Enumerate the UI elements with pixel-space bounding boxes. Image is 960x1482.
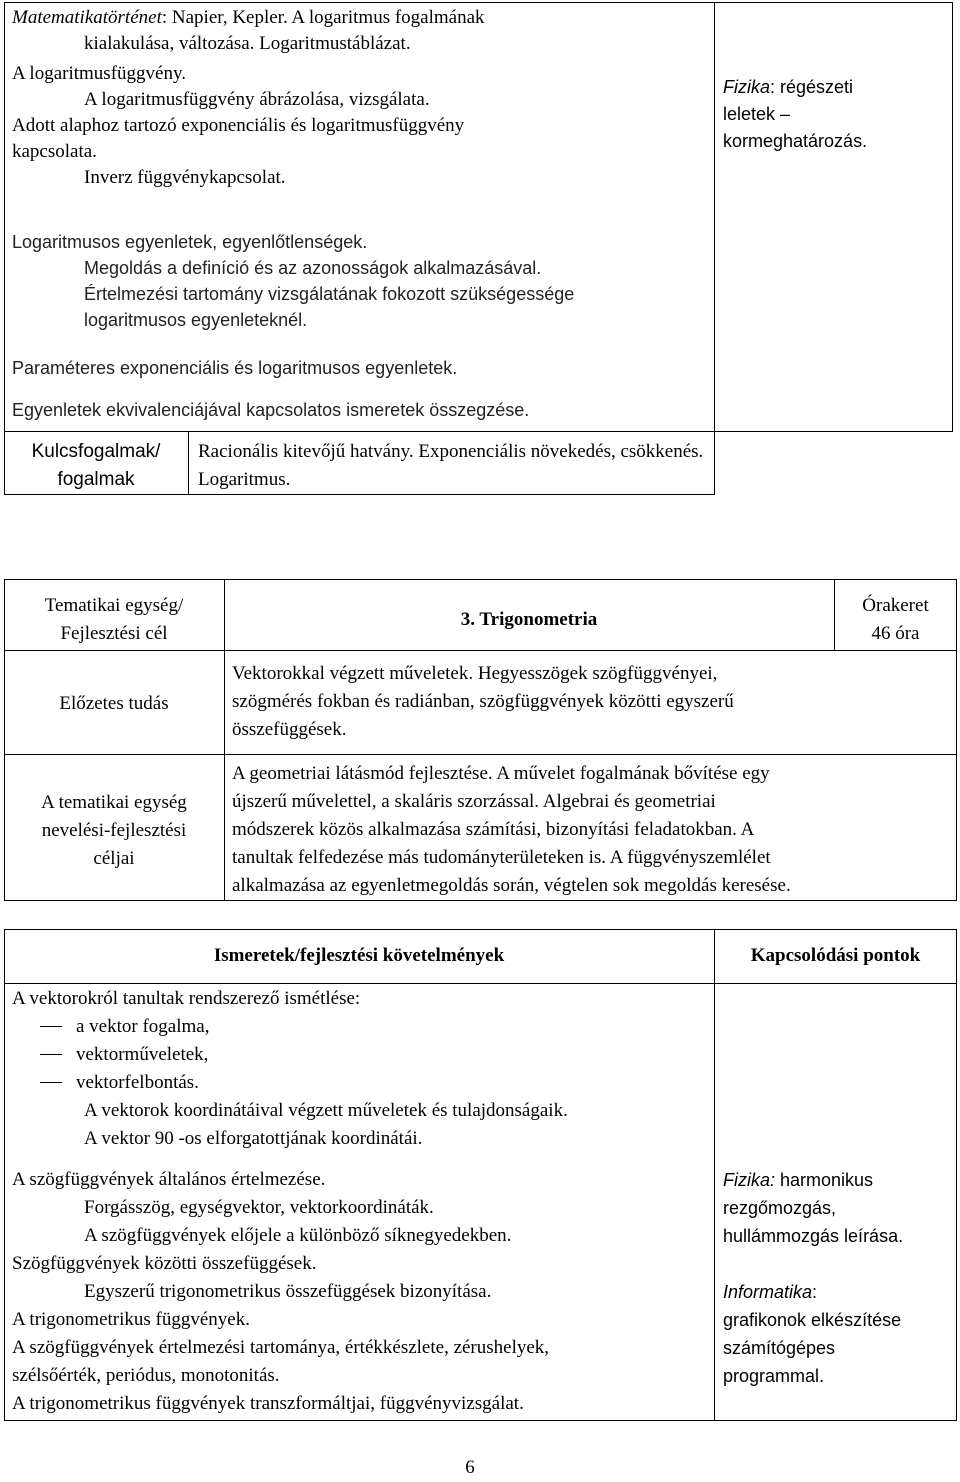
t3-info-label: Informatika <box>723 1282 813 1302</box>
t3-block2-line: Szögfüggvények közötti összefüggések. <box>12 1253 317 1274</box>
t1-key-label <box>4 438 188 494</box>
t1-text-part: Egyenletek ekvivalenciájával kapcsolatos ismeretek összegzése. <box>12 400 530 420</box>
t1-left-line <box>84 306 307 334</box>
t3-block2-line: szélsőérték, periódus, monotonitás. <box>12 1365 280 1386</box>
t1-left-line <box>84 164 286 192</box>
table-1-key-separator <box>4 431 953 432</box>
t1-key-label-2: fogalmak <box>57 469 135 490</box>
t3-fizika-line <box>723 1166 903 1194</box>
t2-unit-label <box>4 592 224 648</box>
dash-bullet <box>40 1082 62 1083</box>
t3-right-fizika <box>723 1166 903 1250</box>
t2-hours <box>834 592 957 648</box>
t2-hours-label: Órakeret <box>862 595 929 616</box>
t2-unit-title: 3. Trigonometria <box>460 609 598 630</box>
t3-block2-line: A szögfüggvények értelmezési tartománya, értékkészlete, zérushelyek, <box>12 1337 550 1358</box>
t2-goals-label-1: nevelési-fejlesztési <box>41 820 187 841</box>
t1-left-line <box>12 138 97 166</box>
t2-prior-line-1: szögmérés fokban és radiánban, szögfüggvények közötti egyszerű <box>232 691 734 712</box>
page-number: 6 <box>465 1457 475 1478</box>
t2-goals-line-0: A geometriai látásmód fejlesztése. A művelet fogalmának bővítése egy <box>232 763 770 784</box>
t2-goals-line-2: módszerek közös alkalmazása számítási, bizonyítási feladatokban. A <box>232 819 755 840</box>
t2-unit-label-1: Tematikai egység/ <box>44 595 184 616</box>
t1-right-line-1: leletek – <box>723 104 791 124</box>
t1-text-part: Megoldás a definíció és az azonosságok alkalmazásával. <box>84 258 542 278</box>
t2-goals-label-2: céljai <box>93 848 135 869</box>
t1-right-line-2: kormeghatározás. <box>723 131 868 151</box>
table-1-key-divider <box>188 431 189 495</box>
t1-left-line <box>12 354 457 382</box>
t1-text-part: Logaritmusos egyenletek, egyenlőtlenségek. <box>12 232 368 252</box>
t3-fizika-label: Fizika: <box>723 1170 776 1190</box>
t3-fizika-line-2: hullámmozgás leírása. <box>723 1226 904 1246</box>
t3-indented-1: A vektor 90 -os elforgatottjának koordinátái. <box>84 1128 423 1149</box>
t1-left-line <box>84 30 411 58</box>
t1-text-part: Paraméteres exponenciális és logaritmusos egyenletek. <box>12 358 458 378</box>
t1-left-line <box>84 280 574 308</box>
t3-block2-line: A szögfüggvények előjele a különböző síknegyedekben. <box>84 1225 512 1246</box>
t3-fizika-line-1: rezgőmozgás, <box>723 1198 837 1218</box>
t3-head-right: Kapcsolódási pontok <box>750 945 921 966</box>
t1-right-line-0: : régészeti <box>770 77 854 97</box>
t1-left-line <box>12 60 186 88</box>
t2-goals-line-3: tanultak felfedezése más tudományterületeken is. A függvényszemlélet <box>232 847 771 868</box>
t3-indented-0: A vektorok koordinátáival végzett műveletek és tulajdonságaik. <box>84 1100 568 1121</box>
t3-fizika-line-0: harmonikus <box>775 1170 874 1190</box>
t3-block2-line: Forgásszög, egységvektor, vektorkoordináták. <box>84 1197 434 1218</box>
t1-left-line <box>12 4 485 32</box>
dash-bullet <box>40 1054 62 1055</box>
t3-block2-line: A szögfüggvények általános értelmezése. <box>12 1169 326 1190</box>
dash-bullet <box>40 1026 62 1027</box>
t2-prior-text <box>232 660 734 744</box>
t1-left-line <box>12 228 367 256</box>
t1-text-part: : Napier, Kepler. A logaritmus fogalmának <box>161 7 485 28</box>
t1-text-part: Matematikatörténet <box>12 7 162 28</box>
t2-goals-text <box>232 760 791 900</box>
t1-left-line <box>12 112 464 140</box>
t3-right-info <box>723 1278 901 1390</box>
t1-text-part: logaritmusos egyenleteknél. <box>84 310 308 330</box>
t1-text-part: kapcsolata. <box>12 141 97 162</box>
t3-head-left: Ismeretek/fejlesztési követelmények <box>213 945 505 966</box>
t1-left-line <box>84 86 430 114</box>
t3-block2-line: A trigonometrikus függvények transzformáltjai, függvényvizsgálat. <box>12 1393 524 1414</box>
t2-goals-line-1: újszerű művelettel, a skaláris szorzással. Algebrai és geometriai <box>232 791 716 812</box>
table-1-top-right <box>714 2 953 3</box>
t3-column-divider <box>714 929 715 1421</box>
t3-block1-intro: A vektorokról tanultak rendszerező ismétlése: <box>12 988 361 1009</box>
t1-left-line <box>12 396 529 424</box>
t2-row-sep-2 <box>4 754 957 755</box>
t2-prior-label: Előzetes tudás <box>59 693 169 714</box>
t3-block1 <box>12 985 712 1155</box>
t1-right-cell <box>723 74 867 155</box>
t3-info-line <box>723 1278 901 1306</box>
t2-hours-value: 46 óra <box>871 623 920 644</box>
t1-fizika-label: Fizika <box>723 77 771 97</box>
t1-key-text-2: Logaritmus. <box>198 469 291 490</box>
table-1-right-border <box>952 2 953 431</box>
t2-prior-line-0: Vektorokkal végzett műveletek. Hegyesszögek szögfüggvényei, <box>232 663 718 684</box>
t1-text-part: kialakulása, változása. Logaritmustáblázat. <box>84 33 411 54</box>
t3-info-line-3: programmal. <box>723 1366 825 1386</box>
t1-fizika-line <box>723 74 867 101</box>
t1-text-part: A logaritmusfüggvény. <box>12 63 186 84</box>
t3-header-sep <box>4 983 957 984</box>
t1-text-part: Adott alaphoz tartozó exponenciális és logaritmusfüggvény <box>12 115 465 136</box>
t3-block2-line: Egyszerű trigonometrikus összefüggések bizonyítása. <box>84 1281 492 1302</box>
t3-dash-item-1: vektorműveletek, <box>76 1044 209 1065</box>
t2-row-sep-1 <box>4 650 957 651</box>
t1-text-part: A logaritmusfüggvény ábrázolása, vizsgálata. <box>84 89 430 110</box>
t3-info-line-1: grafikonok elkészítése <box>723 1310 902 1330</box>
t2-goals-line-4: alkalmazása az egyenletmegoldás során, végtelen sok megoldás keresése. <box>232 875 791 896</box>
t1-text-part: Értelmezési tartomány vizsgálatának fokozott szükségessége <box>84 284 575 304</box>
t3-dash-item-0: a vektor fogalma, <box>76 1016 210 1037</box>
t1-key-text-1: Racionális kitevőjű hatvány. Exponenciális növekedés, csökkenés. <box>198 441 704 462</box>
t2-prior-line-2: összefüggések. <box>232 719 347 740</box>
t1-left-line <box>84 254 541 282</box>
t3-block2-line: A trigonometrikus függvények. <box>12 1309 250 1330</box>
t3-dash-item-2: vektorfelbontás. <box>76 1072 199 1093</box>
t1-key-text <box>198 438 703 494</box>
t3-info-line-2: számítógépes <box>723 1338 836 1358</box>
t1-text-part: Inverz függvénykapcsolat. <box>84 167 286 188</box>
t2-goals-label <box>4 789 224 873</box>
t2-goals-label-0: A tematikai egység <box>41 792 187 813</box>
t2-unit-label-2: Fejlesztési cél <box>60 623 168 644</box>
t1-key-label-1: Kulcsfogalmak/ <box>31 441 161 462</box>
t3-info-line-0: : <box>812 1282 818 1302</box>
